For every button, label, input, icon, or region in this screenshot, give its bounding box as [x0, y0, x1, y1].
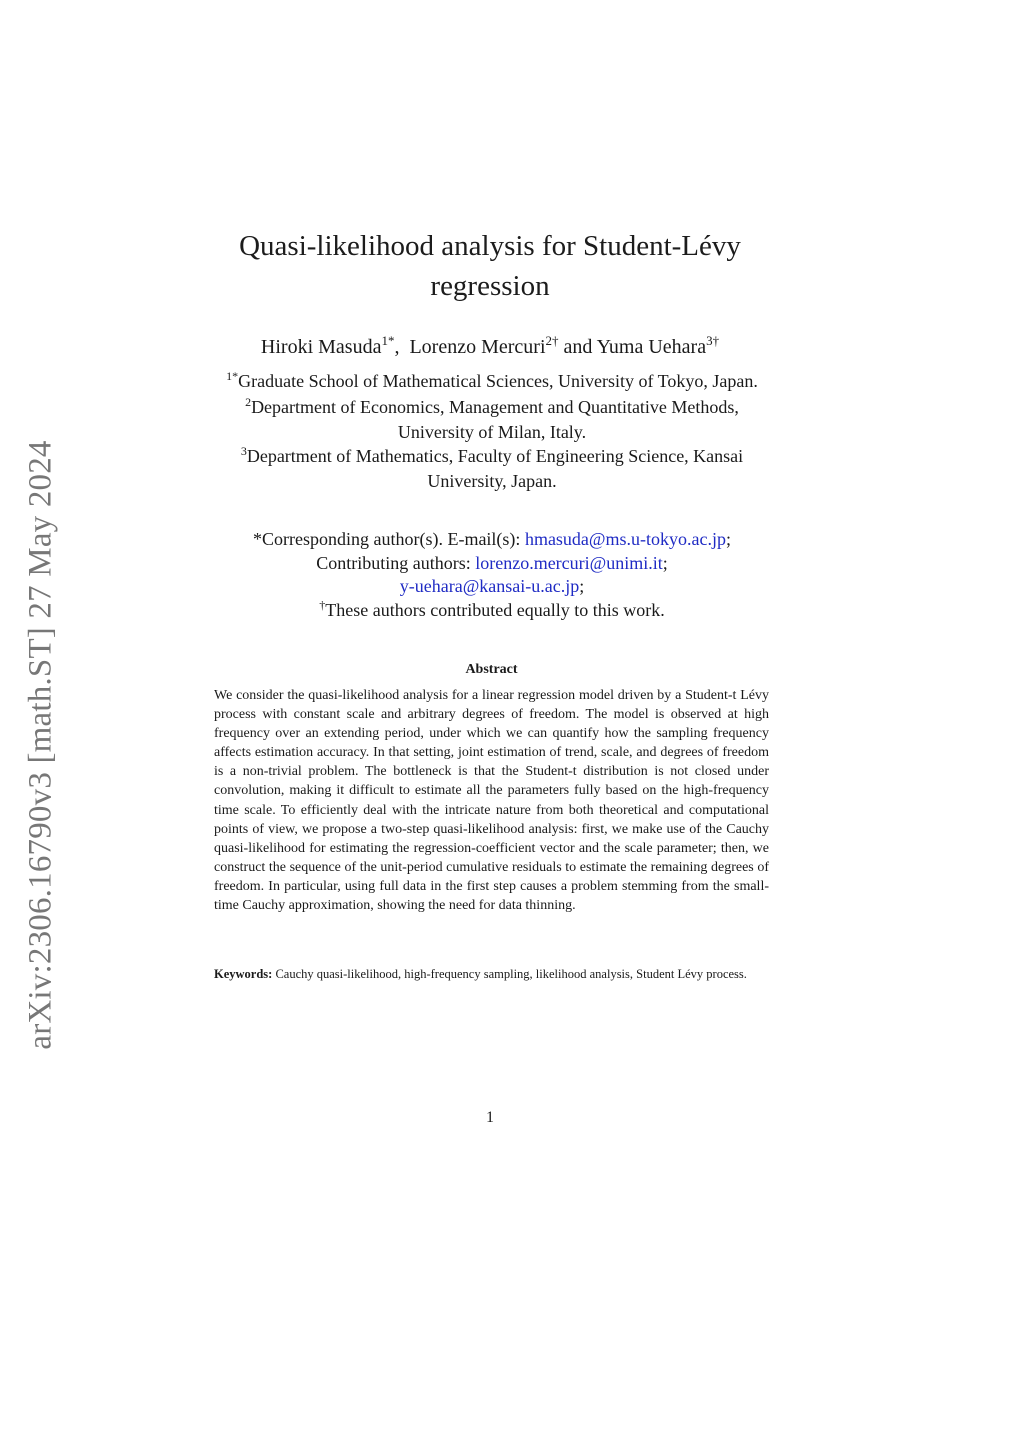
affiliation-text: Department of Economics, Management and Quantitative Methods,: [251, 396, 739, 417]
separator: ;: [662, 552, 668, 573]
author-marks: 2†: [545, 333, 559, 348]
corresponding-label: *Corresponding author(s). E-mail(s):: [252, 529, 521, 549]
arxiv-identifier: arXiv:2306.16790v3 [math.ST] 27 May 2024: [22, 440, 59, 1050]
corresponding-line: [150, 528, 834, 552]
title-line-2: regression: [430, 270, 550, 302]
separator: ;: [579, 576, 585, 596]
author-name: Hiroki Masuda: [260, 336, 382, 358]
affiliation-mark: 3: [240, 443, 247, 458]
affiliation-mark: 2: [245, 394, 252, 409]
affiliation-2-cont: University of Milan, Italy.: [397, 422, 587, 442]
paper-title: [170, 226, 810, 306]
contributing-label: Contributing authors:: [316, 552, 471, 573]
contributing-line: [150, 552, 834, 576]
author-name: Lorenzo Mercuri: [409, 336, 546, 358]
affiliation-text: Graduate School of Mathematical Sciences, University of Tokyo, Japan.: [238, 371, 758, 391]
affiliation-mark: 1*: [226, 369, 239, 383]
title-line-1: Quasi-likelihood analysis for Student-Lévy: [239, 230, 741, 262]
affiliation-3: [150, 445, 834, 471]
keywords-text: Cauchy quasi-likelihood, high-frequency sampling, likelihood analysis, Student Lévy process.: [275, 967, 747, 981]
abstract-heading: Abstract: [465, 662, 518, 677]
contributing-email-link-2[interactable]: y-uehara@kansai-u.ac.jp: [399, 576, 580, 596]
author-marks: 3†: [706, 333, 720, 348]
keywords-label: Keywords:: [214, 967, 273, 981]
corresponding-email-link[interactable]: hmasuda@ms.u-tokyo.ac.jp: [524, 529, 726, 549]
affiliations: [150, 370, 834, 494]
affiliation-3-cont: University, Japan.: [427, 471, 557, 491]
separator: ;: [725, 529, 731, 549]
abstract-body: We consider the quasi-likelihood analysis for a linear regression model driven by a Student-t Lévy process with constant scale and arbitrary degrees of freedom. The model is observed at high frequency over an extending period, under which we can quantify how the sampling frequency affects estimation accuracy. In that setting, joint estimation of trend, scale, and degrees of freedom is a non-trivial problem. The bottleneck is that the Student-t distribution is not closed under convolution, making it difficult to estimate all the parameters fully based on the high-frequency time scale. To efficiently deal with the intricate nature from both theoretical and computational points of view, we propose a two-step quasi-likelihood analysis: first, we make use of the Cauchy quasi-likelihood for estimating the regression-coefficient vector and the scale parameter; then, we construct the sequence of the unit-period cumulative residuals to estimate the remaining degrees of freedom. In particular, using full data in the first step causes a problem stemming from the small-time Cauchy approximation, showing the need for data thinning.: [214, 688, 769, 914]
author-list: [150, 334, 830, 362]
keywords: [214, 966, 769, 984]
affiliation-1: [150, 370, 834, 396]
dagger-mark: †: [319, 597, 326, 612]
affiliation-2: [150, 396, 834, 422]
author-name: Yuma Uehara: [596, 336, 707, 358]
affiliation-text: Department of Mathematics, Faculty of Engineering Science, Kansai: [246, 445, 744, 466]
author-separator-and: and: [563, 336, 593, 358]
equal-contribution-text: These authors contributed equally to this work.: [325, 599, 665, 620]
author-separator: ,: [394, 336, 400, 358]
page-number: 1: [486, 1109, 494, 1126]
contributing-line-2: [150, 575, 834, 599]
contributing-email-link-1[interactable]: lorenzo.mercuri@unimi.it: [475, 552, 663, 573]
contact-block: [150, 528, 834, 624]
author-marks: 1*: [381, 333, 395, 348]
equal-contribution-note: [150, 599, 834, 625]
